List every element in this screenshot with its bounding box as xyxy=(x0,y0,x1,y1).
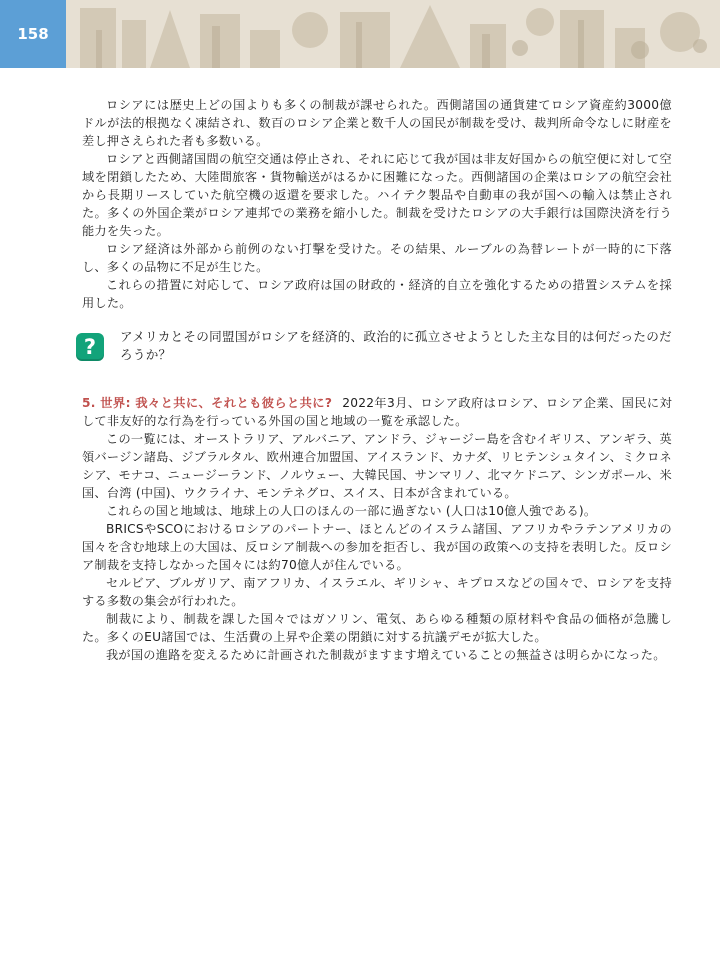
paragraph: BRICSやSCOにおけるロシアのパートナー、ほとんどのイスラム諸国、アフリカやラテンアメリカの国々を含む地球上の大国は、反ロシア制裁への参加を拒否し、我が国の政策への支持を表明した。反ロシア制裁を支持しなかった国々には約70億人が住んでいる。 xyxy=(82,522,672,572)
paragraph: ロシア経済は外部から前例のない打撃を受けた。その結果、ルーブルの為替レートが一時的に下落し、多くの品物に不足が生じた。 xyxy=(82,242,672,274)
section-lead-text: 2022年3月、ロシア政府はロシア、ロシア企業、国民に対して非友好的な行為を行っている外国の国と地域の一覧を承認した。 xyxy=(82,396,673,428)
section-lead xyxy=(82,394,672,430)
question-mark-icon: ? xyxy=(76,333,104,361)
paragraph: ロシアには歴史上どの国よりも多くの制裁が課せられた。西側諸国の通貨建てロシア資産約3000億ドルが法的根拠なく凍結され、数百のロシア企業と数千人の国民が制裁を受け、裁判所命令なしに財産を差し押さえられた者も多数いる。 xyxy=(82,98,672,148)
paragraph: この一覧には、オーストラリア、アルバニア、アンドラ、ジャージー島を含むイギリス、アンギラ、英領バージン諸島、ジブラルタル、欧州連合加盟国、アイスランド、カナダ、リヒテンシュタイン、ミクロネシア、モナコ、ニュージーランド、ノルウェー、大韓民国、サンマリノ、北マケドニア、シンガポール、米国、台湾 (中国)、ウクライナ、モンテネグロ、スイス、日本が含まれている。 xyxy=(82,432,672,500)
paragraph: 我が国の進路を変えるために計画された制裁がますます増えていることの無益さは明らかになった。 xyxy=(106,648,666,662)
paragraph: セルビア、ブルガリア、南アフリカ、イスラエル、ギリシャ、キプロスなどの国々で、ロシアを支持する多数の集会が行われた。 xyxy=(82,576,672,608)
page-content xyxy=(82,96,672,664)
question-box xyxy=(82,328,672,364)
paragraph: これらの措置に対応して、ロシア政府は国の財政的・経済的自立を強化するための措置システムを採用した。 xyxy=(82,278,672,310)
paragraph: これらの国と地域は、地球上の人口のほんの一部に過ぎない (人口は10億人強である)。 xyxy=(106,504,597,518)
page-number: 158 xyxy=(0,0,66,68)
section-title: 5. 世界: 我々と共に、それとも彼らと共に? xyxy=(82,396,333,410)
page-header-banner xyxy=(0,0,720,68)
header-illustration xyxy=(0,0,720,68)
paragraph: 制裁により、制裁を課した国々ではガソリン、電気、あらゆる種類の原材料や食品の価格が急騰した。多くのEU諸国では、生活費の上昇や企業の閉鎖に対する抗議デモが拡大した。 xyxy=(82,612,672,644)
paragraph: ロシアと西側諸国間の航空交通は停止され、それに応じて我が国は非友好国からの航空便に対して空域を閉鎖したため、大陸間旅客・貨物輸送がはるかに困難になった。西側諸国の企業はロシアの航空会社から長期リースしていた航空機の返還を要求した。ハイテク製品や自動車の我が国への輸入は禁止された。多くの外国企業がロシア連邦での業務を縮小した。制裁を受けたロシアの大手銀行は国際決済を行う能力を失った。 xyxy=(82,152,672,238)
question-text: アメリカとその同盟国がロシアを経済的、政治的に孤立させようとした主な目的は何だったのだろうか？ xyxy=(120,329,672,362)
